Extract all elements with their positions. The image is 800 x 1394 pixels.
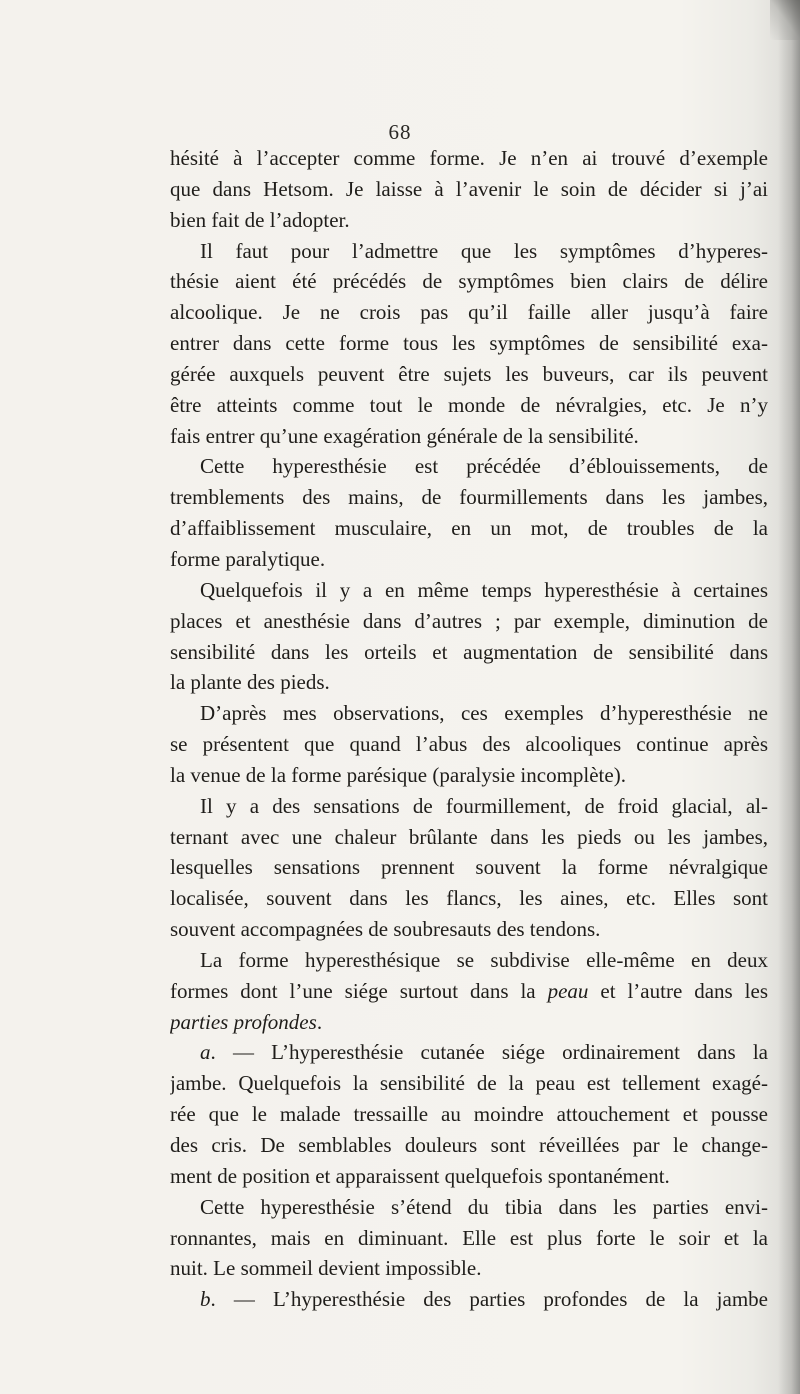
text-line: la plante des pieds. bbox=[170, 670, 330, 695]
text-line: que dans Hetsom. Je laisse à l’avenir le soin de décider si j’ai bbox=[170, 176, 768, 201]
text-line: gérée auxquels peuvent être sujets les buveurs, car ils peuvent bbox=[170, 361, 768, 386]
text-line: rée que le malade tressaille au moindre attouchement et pousse bbox=[170, 1102, 768, 1127]
text-line: hésité à l’accepter comme forme. Je n’en ai trouvé d’exemple bbox=[170, 146, 768, 170]
text-line: ronnantes, mais en diminuant. Elle est plus forte le soir et la bbox=[170, 1225, 768, 1250]
page-number: 68 bbox=[388, 120, 412, 144]
text-line: ment de position et apparaissent quelquefois spontanément. bbox=[170, 1163, 670, 1188]
text-line: souvent accompagnées de soubresauts des tendons. bbox=[170, 917, 601, 942]
text-line: forme paralytique. bbox=[170, 546, 326, 571]
text-line: Cette hyperesthésie s’étend du tibia dans les parties envi- bbox=[200, 1194, 768, 1219]
text-line: être atteints comme tout le monde de névralgies, etc. Je n’y bbox=[170, 392, 768, 417]
page-edge-shadow bbox=[778, 0, 800, 1394]
text-line: Il y a des sensations de fourmillement, de froid glacial, al- bbox=[200, 793, 768, 818]
text-line: D’après mes observations, ces exemples d’hyperesthésie ne bbox=[200, 701, 768, 726]
text-line: la venue de la forme parésique (paralysie incomplète). bbox=[170, 762, 626, 787]
text-line: bien fait de l’adopter. bbox=[170, 207, 350, 232]
text-line: a. — L’hyperesthésie cutanée siége ordinairement dans la bbox=[200, 1040, 768, 1065]
text-line: thésie aient été précédés de symptômes bien clairs de délire bbox=[170, 269, 768, 294]
text-line: ternant avec une chaleur brûlante dans les pieds ou les jambes, bbox=[170, 824, 768, 849]
text-line: alcoolique. Je ne crois pas qu’il faille aller jusqu’à faire bbox=[170, 300, 768, 325]
text-line: entrer dans cette forme tous les symptômes de sensibilité exa- bbox=[170, 331, 768, 356]
text-line: d’affaiblissement musculaire, en un mot, de troubles de la bbox=[170, 516, 768, 541]
text-line: localisée, souvent dans les flancs, les aines, etc. Elles sont bbox=[170, 886, 768, 911]
text-line: Quelquefois il y a en même temps hyperesthésie à certaines bbox=[200, 577, 768, 602]
text-line: Cette hyperesthésie est précédée d’éblouissements, de bbox=[200, 454, 768, 479]
text-line: La forme hyperesthésique se subdivise elle-même en deux bbox=[200, 947, 768, 972]
text-line: des cris. De semblables douleurs sont réveillées par le change- bbox=[170, 1133, 768, 1157]
text-line: parties profondes. bbox=[170, 1009, 323, 1034]
text-line: se présentent que quand l’abus des alcooliques continue après bbox=[170, 732, 768, 757]
text-line: nuit. Le sommeil devient impossible. bbox=[170, 1256, 482, 1281]
page-corner-shadow bbox=[770, 0, 800, 40]
text-line: tremblements des mains, de fourmillements dans les jambes, bbox=[170, 485, 768, 510]
text-line: formes dont l’une siége surtout dans la peau et l’autre dans les bbox=[170, 978, 768, 1003]
text-line: jambe. Quelquefois la sensibilité de la peau est tellement exagé- bbox=[170, 1071, 768, 1096]
text-line: Il faut pour l’admettre que les symptômes d’hyperes- bbox=[200, 238, 768, 263]
body-text bbox=[170, 143, 768, 1315]
text-line: lesquelles sensations prennent souvent la forme névralgique bbox=[170, 855, 768, 880]
text-line: b. — L’hyperesthésie des parties profondes de la jambe bbox=[200, 1287, 768, 1312]
text-line: fais entrer qu’une exagération générale de la sensibilité. bbox=[170, 423, 639, 448]
text-line: places et anesthésie dans d’autres ; par exemple, diminution de bbox=[170, 608, 768, 633]
text-line: sensibilité dans les orteils et augmentation de sensibilité dans bbox=[170, 639, 768, 664]
